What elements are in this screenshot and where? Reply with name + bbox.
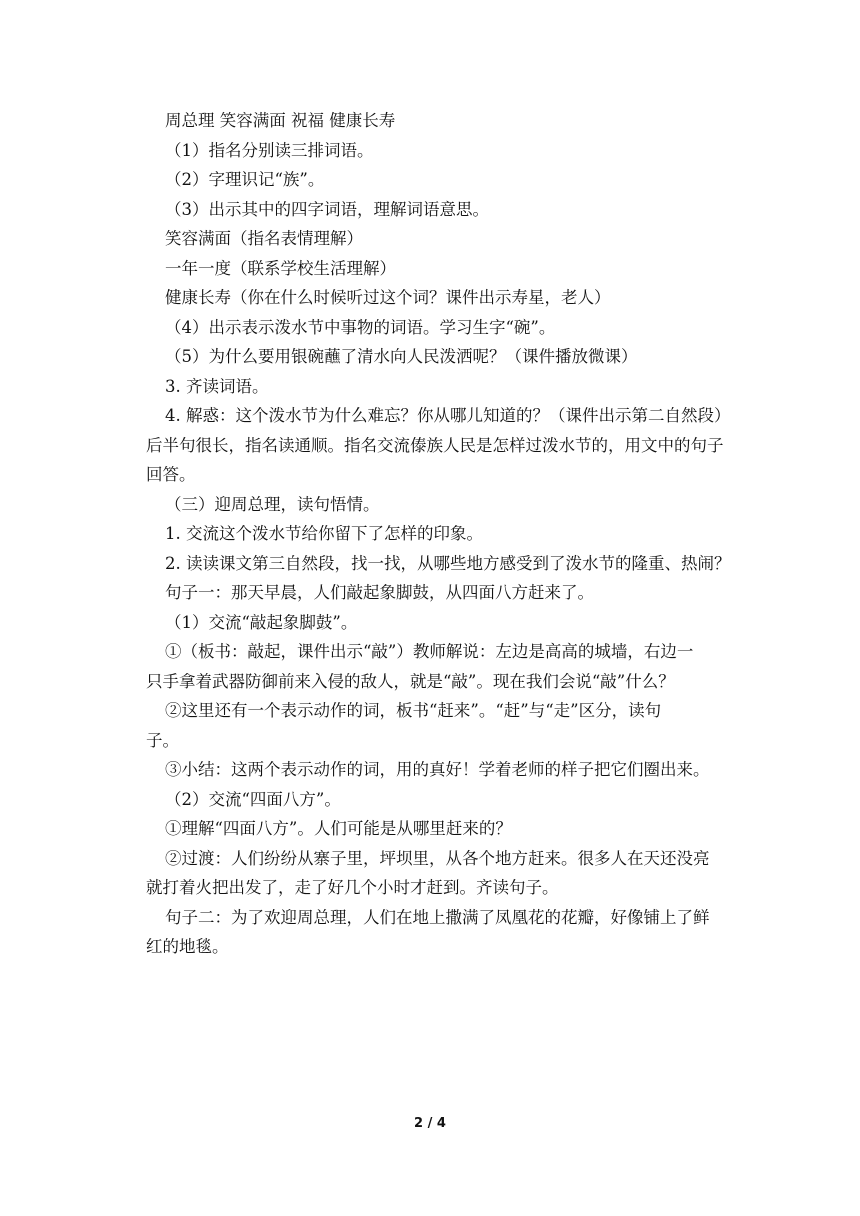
text-line: 句子一：那天早晨，人们敲起象脚鼓，从四面八方赶来了。: [165, 583, 594, 602]
text-line: （2）交流“四面八方”。: [165, 789, 341, 809]
text-line: ③小结：这两个表示动作的词，用的真好！学着老师的样子把它们圈出来。: [165, 760, 710, 779]
text-line: （5）为什么要用银碗蘸了清水向人民泼洒呢？（课件播放微课）: [165, 347, 638, 366]
text-line: 周总理 笑容满面 祝福 健康长寿: [165, 111, 396, 130]
text-line: 就打着火把出发了，走了好几个小时才赶到。齐读句子。: [146, 878, 559, 897]
text-line: （1）交流“敲起象脚鼓”。: [165, 612, 358, 632]
text-line: （1）指名分别读三排词语。: [165, 140, 374, 160]
text-line: ①理解“四面八方”。人们可能是从哪里赶来的？: [165, 819, 512, 838]
page-number: 2 / 4: [414, 1116, 446, 1131]
text-line: （4）出示表示泼水节中事物的词语。学习生字“碗”。: [165, 317, 556, 337]
document-body: [146, 106, 740, 962]
text-line: 后半句很长，指名读通顺。指名交流傣族人民是怎样过泼水节的，用文中的句子: [146, 435, 724, 455]
section-heading: （三）迎周总理，读句悟情。: [165, 494, 380, 514]
text-line: 子。: [146, 730, 179, 750]
text-line: ①（板书：敲起，课件出示“敲”）教师解说：左边是高高的城墙，右边一: [165, 642, 694, 661]
text-line: ②过渡：人们纷纷从寨子里，坪坝里，从各个地方赶来。很多人在天还没亮: [165, 848, 710, 868]
text-line: 回答。: [146, 465, 196, 484]
text-line: 2. 读读课文第三自然段，找一找，从哪些地方感受到了泼水节的隆重、热闹？: [165, 553, 731, 573]
text-line: 只手拿着武器防御前来入侵的敌人，就是“敲”。现在我们会说“敲”什么？: [146, 671, 675, 691]
text-line: 1. 交流这个泼水节给你留下了怎样的印象。: [165, 524, 483, 543]
text-line: 4. 解惑：这个泼水节为什么难忘？你从哪儿知道的？（课件出示第二自然段）: [165, 406, 731, 425]
text-line: 红的地毯。: [146, 937, 229, 956]
text-line: 句子二：为了欢迎周总理，人们在地上撒满了凤凰花的花瓣，好像铺上了鲜: [165, 907, 710, 927]
text-line: 笑容满面（指名表情理解）: [165, 229, 363, 248]
text-line: 一年一度（联系学校生活理解）: [165, 258, 396, 278]
text-line: （3）出示其中的四字词语，理解词语意思。: [165, 199, 489, 219]
text-line: （2）字理识记“族”。: [165, 170, 325, 189]
text-line: ②这里还有一个表示动作的词，板书“赶来”。“赶”与“走”区分，读句: [165, 701, 662, 720]
text-line: 3. 齐读词语。: [165, 376, 269, 396]
text-line: 健康长寿（你在什么时候听过这个词？课件出示寿星，老人）: [165, 288, 611, 307]
